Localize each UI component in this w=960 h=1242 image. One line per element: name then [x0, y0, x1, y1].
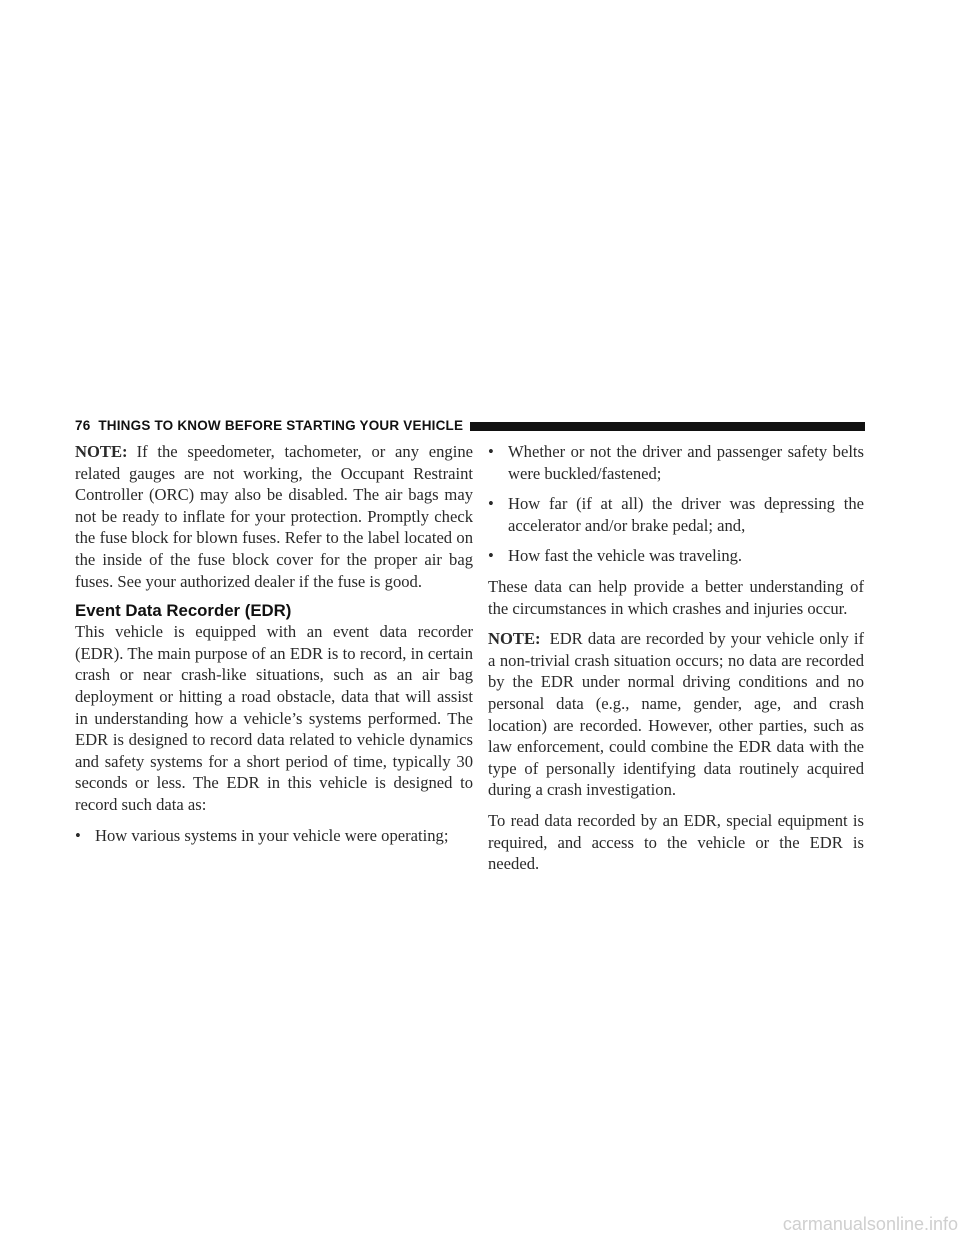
watermark: carmanualsonline.info [782, 1214, 958, 1234]
access-paragraph: To read data recorded by an EDR, special equipment is required, and access to the vehicle or the EDR is needed. [488, 810, 864, 874]
left-column [75, 441, 473, 846]
bullet-icon: • [488, 442, 494, 461]
section-title: THINGS TO KNOW BEFORE STARTING YOUR VEHICLE [98, 418, 464, 433]
bullet-icon: • [488, 494, 494, 514]
header-rule [470, 422, 865, 431]
note-text: If the speedometer, tachometer, or any engine related gauges are not working, the Occupant Restraint Controller (ORC) may also be disabled. The air bags may not be ready to inflate for your protection. Promptly check the fuse block for blown fuses. Refer to the label located on the inside of the fuse block cover for the proper air bag fuses. See your authorized dealer if the fuse is good. [75, 442, 473, 591]
list-item [488, 441, 864, 484]
list-item [75, 825, 473, 847]
summary-paragraph: These data can help provide a better understanding of the circumstances in which crashes and injuries occur. [488, 576, 864, 618]
page-header [75, 418, 865, 434]
note-label: NOTE: [488, 629, 541, 649]
bullet-icon: • [75, 825, 81, 845]
note-text: EDR data are recorded by your vehicle only if a non-trivial crash situation occurs; no data are recorded by the EDR under normal driving conditions and no personal data (e.g., name, gender, age, and crash location) are recorded. However, other parties, such as law enforcement, could combine the EDR data with the type of personally identifying data routinely acquired during a crash investigation. [488, 629, 864, 800]
list-item-text: How far (if at all) the driver was depressing the accelerator and/or brake pedal; and, [508, 494, 864, 535]
bullet-icon: • [488, 546, 494, 566]
list-item-text: How various systems in your vehicle were operating; [95, 825, 449, 845]
page-header-text [75, 418, 463, 434]
edr-data-list-continued [488, 441, 864, 567]
list-item [488, 545, 864, 567]
list-item-text: Whether or not the driver and passenger safety belts were buckled/fastened; [508, 442, 864, 483]
list-item-text: How fast the vehicle was traveling. [508, 546, 743, 566]
note-paragraph [488, 628, 864, 801]
list-item [488, 493, 864, 536]
section-heading: Event Data Recorder (EDR) [75, 601, 292, 621]
note-label: NOTE: [75, 442, 128, 461]
edr-data-list [75, 825, 473, 847]
right-column [488, 441, 864, 875]
note-paragraph [75, 441, 473, 592]
page-number: 76 [75, 418, 91, 433]
edr-intro-paragraph: This vehicle is equipped with an event data recorder (EDR). The main purpose of an EDR is to record, in certain crash or near crash-like situations, such as an air bag deployment or hitting a road obstacle, data that will assist in understanding how a vehicle’s systems performed. The EDR is designed to record data related to vehicle dynamics and safety systems for a short period of time, typically 30 seconds or less. The EDR in this vehicle is designed to record such data as: [75, 622, 473, 814]
